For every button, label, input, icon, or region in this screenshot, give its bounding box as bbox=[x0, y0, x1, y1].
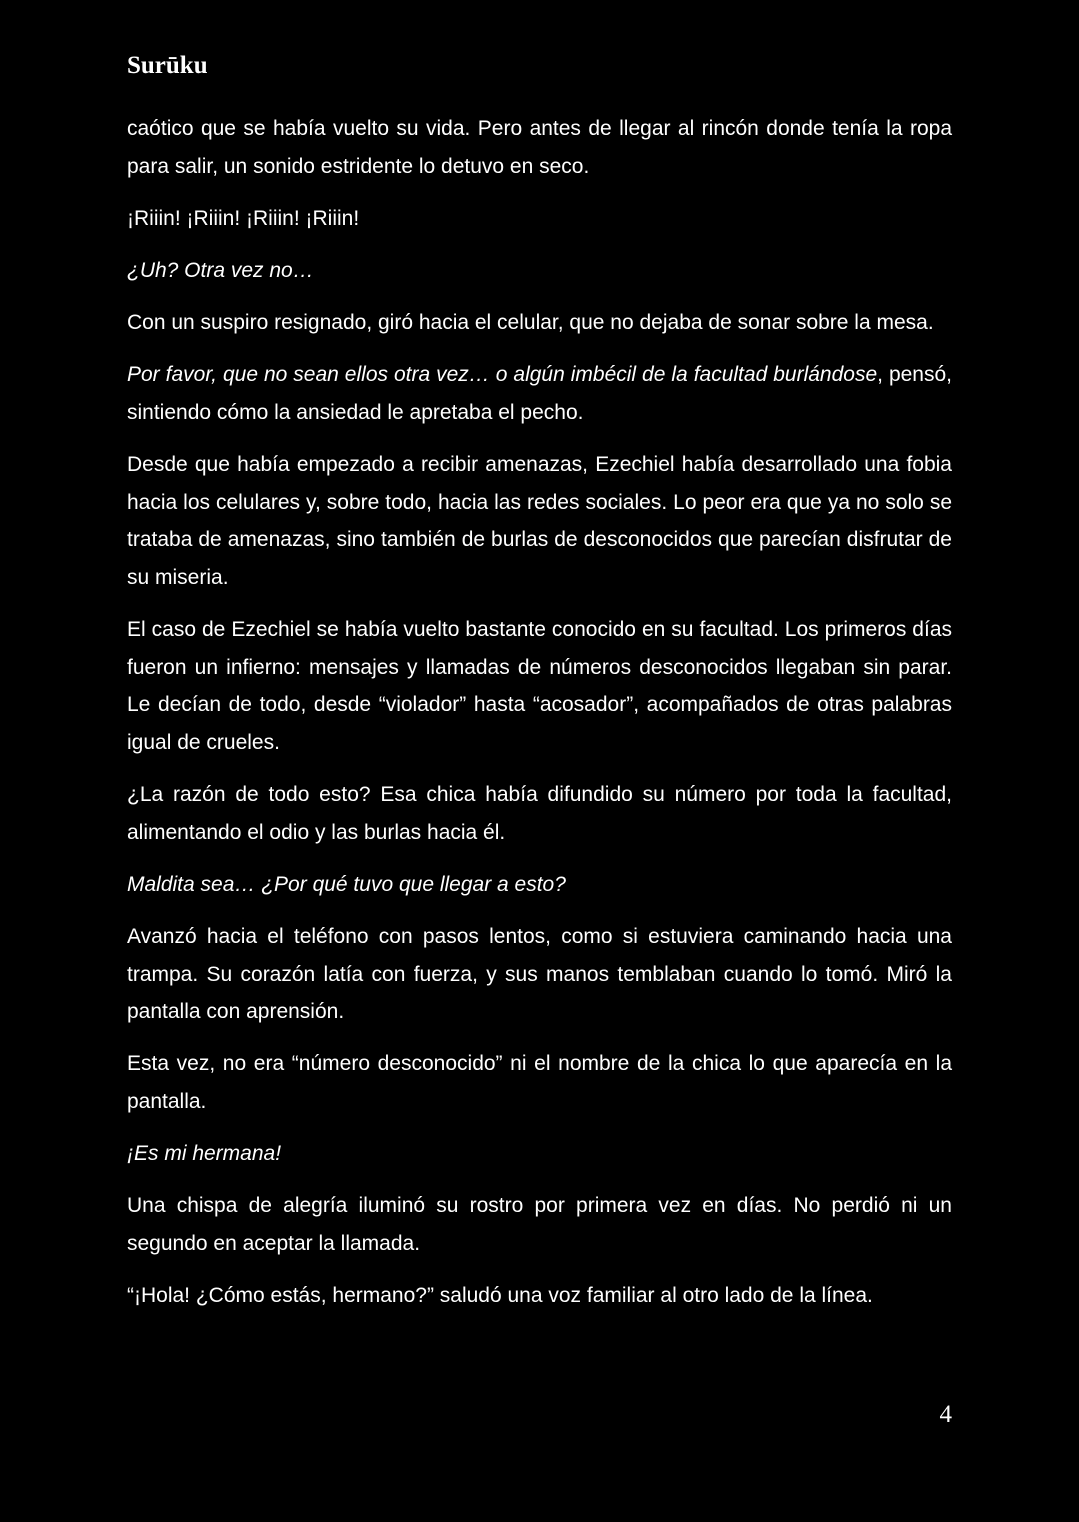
paragraph-1: caótico que se había vuelto su vida. Pero antes de llegar al rincón donde tenía la ropa para salir, un sonido estridente lo detuvo en seco. bbox=[127, 117, 952, 178]
paragraph-8: ¿La razón de todo esto? Esa chica había difundido su número por toda la facultad, alimentando el odio y las burlas hacia él. bbox=[127, 783, 952, 844]
paragraph-3-thought: ¿Uh? Otra vez no… bbox=[127, 258, 314, 282]
paragraph-4: Con un suspiro resignado, giró hacia el celular, que no dejaba de sonar sobre la mesa. bbox=[127, 311, 934, 335]
paragraph-11: Esta vez, no era “número desconocido” ni el nombre de la chica lo que aparecía en la pantalla. bbox=[127, 1052, 952, 1113]
paragraph-6: Desde que había empezado a recibir amenazas, Ezechiel había desarrollado una fobia hacia los celulares y, sobre todo, hacia las redes sociales. Lo peor era que ya no solo se trataba de amenazas, sino también de burlas de desconocidos que parecían disfrutar de su miseria. bbox=[127, 453, 952, 589]
paragraph-10: Avanzó hacia el teléfono con pasos lentos, como si estuviera caminando hacia una trampa. Su corazón latía con fuerza, y sus manos temblaban cuando lo tomó. Miró la pantalla con aprensión. bbox=[127, 925, 952, 1024]
paragraph-5-thought: Por favor, que no sean ellos otra vez… o algún imbécil de la facultad burlándose bbox=[127, 363, 878, 387]
running-header-title: Surūku bbox=[127, 52, 208, 79]
paragraph-12-thought: ¡Es mi hermana! bbox=[127, 1142, 282, 1166]
paragraph-5-narration: , pensó, sintiendo cómo la ansiedad le apretaba el pecho. bbox=[127, 363, 952, 424]
paragraph-13: Una chispa de alegría iluminó su rostro por primera vez en días. No perdió ni un segundo en aceptar la llamada. bbox=[127, 1194, 952, 1255]
page-number: 4 bbox=[939, 1401, 952, 1428]
paragraph-7: El caso de Ezechiel se había vuelto bastante conocido en su facultad. Los primeros días fueron un infierno: mensajes y llamadas de números desconocidos llegaban sin parar. Le decían de todo, desde “violador” hasta “acosador”, acompañados de otras palabras igual de crueles. bbox=[127, 618, 952, 754]
paragraph-14: “¡Hola! ¿Cómo estás, hermano?” saludó una voz familiar al otro lado de la línea. bbox=[127, 1284, 873, 1308]
paragraph-5 bbox=[127, 356, 952, 431]
body-text bbox=[127, 110, 952, 1329]
paragraph-2: ¡Riiin! ¡Riiin! ¡Riiin! ¡Riiin! bbox=[127, 206, 360, 230]
paragraph-9-thought: Maldita sea… ¿Por qué tuvo que llegar a esto? bbox=[127, 872, 566, 896]
